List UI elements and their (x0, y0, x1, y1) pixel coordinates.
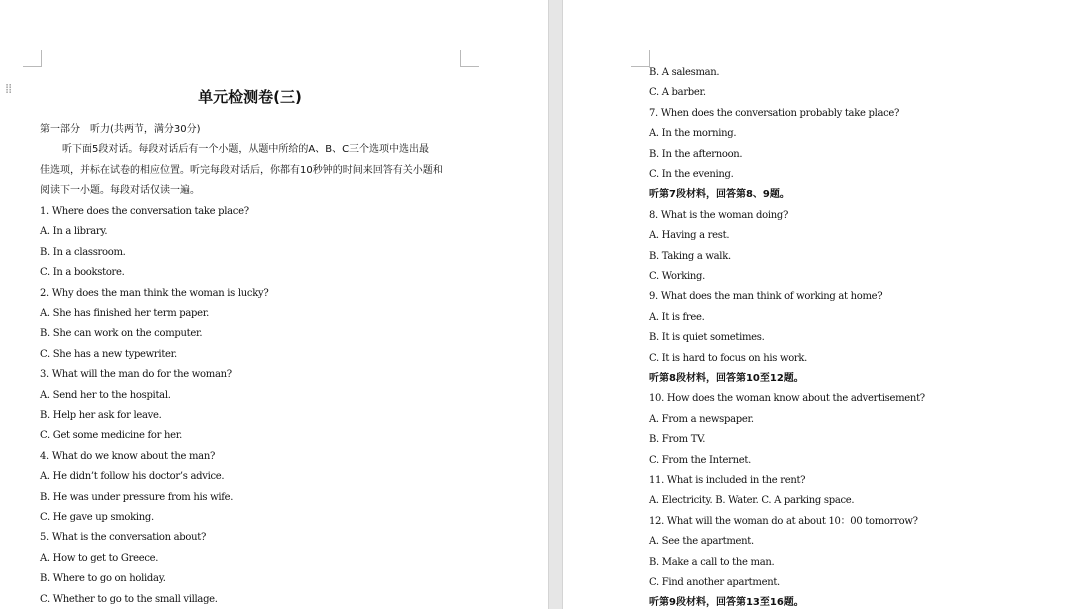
instruction-line: 佳选项，并标在试卷的相应位置。听完每段对话后，你都有10秒钟的时间来回答有关小题和 (40, 164, 443, 176)
answer-option: B. She can work on the computer. (40, 328, 203, 340)
answer-option: A. She has finished her term paper. (40, 308, 210, 319)
answer-option: C. He gave up smoking. (40, 512, 154, 523)
question-line: 9. What does the man think of working at home? (649, 291, 883, 303)
question-line: 8. What is the woman doing? (649, 209, 789, 221)
question-line: 5. What is the conversation about? (40, 532, 207, 544)
page-title: 单元检测卷(三) (198, 88, 302, 106)
answer-option: B. Help her ask for leave. (40, 410, 162, 421)
question-line: 12. What will the woman do at about 10：00 tomorrow? (649, 515, 918, 527)
answer-option: B. It is quiet sometimes. (649, 332, 765, 344)
section-note: 听第8段材料，回答第10至12题。 (649, 373, 804, 384)
answer-option: C. Working. (649, 271, 706, 282)
answer-option: C. It is hard to focus on his work. (649, 352, 808, 364)
crop-mark-top-left-right-page (631, 50, 650, 67)
question-line: 7. When does the conversation probably take place? (649, 107, 900, 119)
answer-option: B. Make a call to the man. (649, 556, 775, 568)
answer-option: B. In the afternoon. (649, 148, 743, 160)
answer-option: C. She has a new typewriter. (40, 348, 177, 360)
answer-option: B. Where to go on holiday. (40, 573, 166, 585)
answer-option: B. In a classroom. (40, 246, 126, 258)
instruction-line: 阅读下一小题。每段对话仅读一遍。 (40, 185, 200, 196)
document-page-right (563, 0, 1068, 609)
section-note: 听第9段材料，回答第13至16题。 (649, 597, 804, 609)
answer-option: A. See the apartment. (649, 536, 754, 548)
answer-option: C. In the evening. (649, 169, 734, 180)
answer-option: B. From TV. (649, 434, 706, 446)
question-line: 2. Why does the man think the woman is lucky? (40, 287, 269, 299)
answer-option: C. Whether to go to the small village. (40, 593, 218, 605)
answer-option: C. Find another apartment. (649, 577, 780, 588)
answer-option: A. In a library. (40, 226, 108, 238)
answer-option: C. A barber. (649, 87, 706, 99)
answer-option: A. How to get to Greece. (40, 552, 159, 564)
answer-option: C. Get some medicine for her. (40, 430, 183, 442)
question-line: 3. What will the man do for the woman? (40, 369, 232, 381)
answer-option: B. He was under pressure from his wife. (40, 491, 234, 503)
answer-option: A. From a newspaper. (649, 413, 754, 425)
answer-option: C. In a bookstore. (40, 267, 125, 279)
question-line: 10. How does the woman know about the advertisement? (649, 393, 925, 405)
question-line: 11. What is included in the rent? (649, 475, 806, 486)
question-line: 4. What do we know about the man? (40, 450, 216, 462)
answer-option: C. From the Internet. (649, 454, 751, 466)
answer-option: A. He didn’t follow his doctor’s advice. (40, 471, 225, 483)
answer-option: A. It is free. (649, 311, 705, 323)
section-heading: 第一部分 听力(共两节，满分30分) (40, 124, 201, 135)
section-note: 听第7段材料，回答第8、9题。 (649, 189, 790, 201)
answer-option: A. Having a rest. (649, 230, 730, 242)
answer-option: A. Send her to the hospital. (40, 389, 171, 401)
question-line: 1. Where does the conversation take place? (40, 206, 249, 217)
crop-mark-top-right (460, 50, 479, 67)
crop-mark-top-left (23, 50, 42, 67)
page-gutter (548, 0, 563, 609)
instruction-line: 听下面5段对话。每段对话后有一个小题，从题中所给的A、B、C三个选项中选出最 (62, 144, 430, 155)
answer-option: B. A salesman. (649, 67, 720, 78)
drag-handle-icon[interactable]: ⁞⁞ (5, 82, 12, 97)
answer-option: A. Electricity. B. Water. C. A parking space. (649, 495, 855, 507)
answer-option: B. Taking a walk. (649, 250, 731, 262)
answer-option: A. In the morning. (649, 128, 737, 140)
